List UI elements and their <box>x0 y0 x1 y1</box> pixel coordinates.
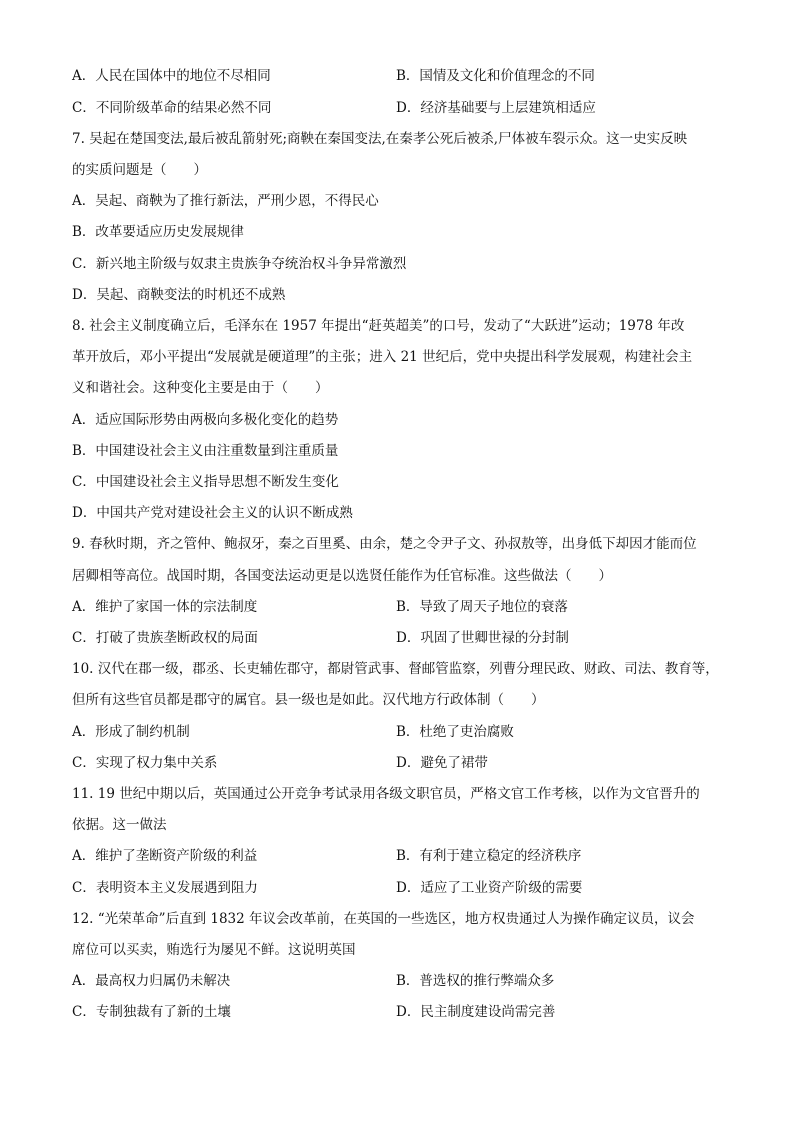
q9-option-b: B．导致了周天子地位的衰落 <box>396 599 568 615</box>
q7-stem-line-2: 的实质问题是（ ） <box>72 162 207 178</box>
q9-stem-line-2: 居卿相等高位。战国时期，各国变法运动更是以选贤任能作为任官标准。这些做法（ ） <box>72 568 612 584</box>
q12-stem-line-2: 席位可以买卖，贿选行为屡见不鲜。这说明英国 <box>72 942 356 958</box>
q10-option-c: C．实现了权力集中关系 <box>72 755 218 771</box>
q12-option-b: B．普选权的推行弊端众多 <box>396 973 555 989</box>
q9-option-d: D．巩固了世卿世禄的分封制 <box>396 630 569 646</box>
q9-stem-line-1: 9. 春秋时期，齐之管仲、鲍叔牙，秦之百里奚、由余，楚之令尹子文、孙叔敖等，出身低下却因才能而位 <box>72 536 697 552</box>
q9-option-a: A．维护了家国一体的宗法制度 <box>72 599 258 615</box>
q7-option-b: B．改革要适应历史发展规律 <box>72 224 244 240</box>
q10-option-a: A．形成了制约机制 <box>72 724 190 740</box>
q10-option-d: D．避免了裙带 <box>396 755 488 771</box>
q8-stem-line-3: 义和谐社会。这种变化主要是由于（ ） <box>72 380 329 396</box>
q9-option-c: C．打破了贵族垄断政权的局面 <box>72 630 258 646</box>
q10-stem-line-2: 但所有这些官员都是郡守的属官。县一级也是如此。汉代地方行政体制（ ） <box>72 692 545 708</box>
q6-option-c: C．不同阶级革命的结果必然不同 <box>72 100 272 116</box>
q6-option-b: B．国情及文化和价值理念的不同 <box>396 68 595 84</box>
q8-option-c: C．中国建设社会主义指导思想不断发生变化 <box>72 474 339 490</box>
q12-option-a: A．最高权力归属仍未解决 <box>72 973 231 989</box>
q11-option-b: B．有利于建立稳定的经济秩序 <box>396 848 582 864</box>
q8-option-a: A．适应国际形势由两极向多极化变化的趋势 <box>72 412 339 428</box>
q12-stem-line-1: 12. “光荣革命”后直到 1832 年议会改革前，在英国的一些选区，地方权贵通过人为操作确定议员，议会 <box>72 911 695 927</box>
q7-option-c: C．新兴地主阶级与奴隶主贵族争夺统治权斗争异常激烈 <box>72 256 407 272</box>
q7-stem-line-1: 7. 吴起在楚国变法,最后被乱箭射死;商鞅在秦国变法,在秦孝公死后被杀,尸体被车裂示众。这一史实反映 <box>72 131 688 147</box>
q8-option-d: D．中国共产党对建设社会主义的认识不断成熟 <box>72 505 353 521</box>
q10-stem-line-1: 10. 汉代在郡一级，郡丞、长吏辅佐郡守，都尉管武事、督邮管监察，列曹分理民政、财政、司法、教育等， <box>72 661 719 677</box>
q11-option-c: C．表明资本主义发展遇到阻力 <box>72 880 258 896</box>
q7-option-d: D．吴起、商鞅变法的时机还不成熟 <box>72 287 286 303</box>
q11-option-d: D．适应了工业资产阶级的需要 <box>396 880 583 896</box>
q8-stem-line-2: 革开放后，邓小平提出“发展就是硬道理”的主张；进入 21 世纪后，党中央提出科学发展观，构建社会主 <box>72 349 693 365</box>
q12-option-c: C．专制独裁有了新的土壤 <box>72 1004 231 1020</box>
q7-option-a: A．吴起、商鞅为了推行新法，严刑少恩，不得民心 <box>72 193 379 209</box>
q8-option-b: B．中国建设社会主义由注重数量到注重质量 <box>72 443 339 459</box>
q11-option-a: A．维护了垄断资产阶级的利益 <box>72 848 258 864</box>
q10-option-b: B．杜绝了吏治腐败 <box>396 724 514 740</box>
q12-option-d: D．民主制度建设尚需完善 <box>396 1004 556 1020</box>
q11-stem-line-1: 11. 19 世纪中期以后，英国通过公开竞争考试录用各级文职官员，严格文官工作考核，以作为文官晋升的 <box>72 786 700 802</box>
q8-stem-line-1: 8. 社会主义制度确立后，毛泽东在 1957 年提出“赶英超美”的口号，发动了“大跃进”运动；1978 年改 <box>72 318 685 334</box>
q6-option-d: D．经济基础要与上层建筑相适应 <box>396 100 596 116</box>
q11-stem-line-2: 依据。这一做法 <box>72 817 167 833</box>
q6-option-a: A．人民在国体中的地位不尽相同 <box>72 68 271 84</box>
